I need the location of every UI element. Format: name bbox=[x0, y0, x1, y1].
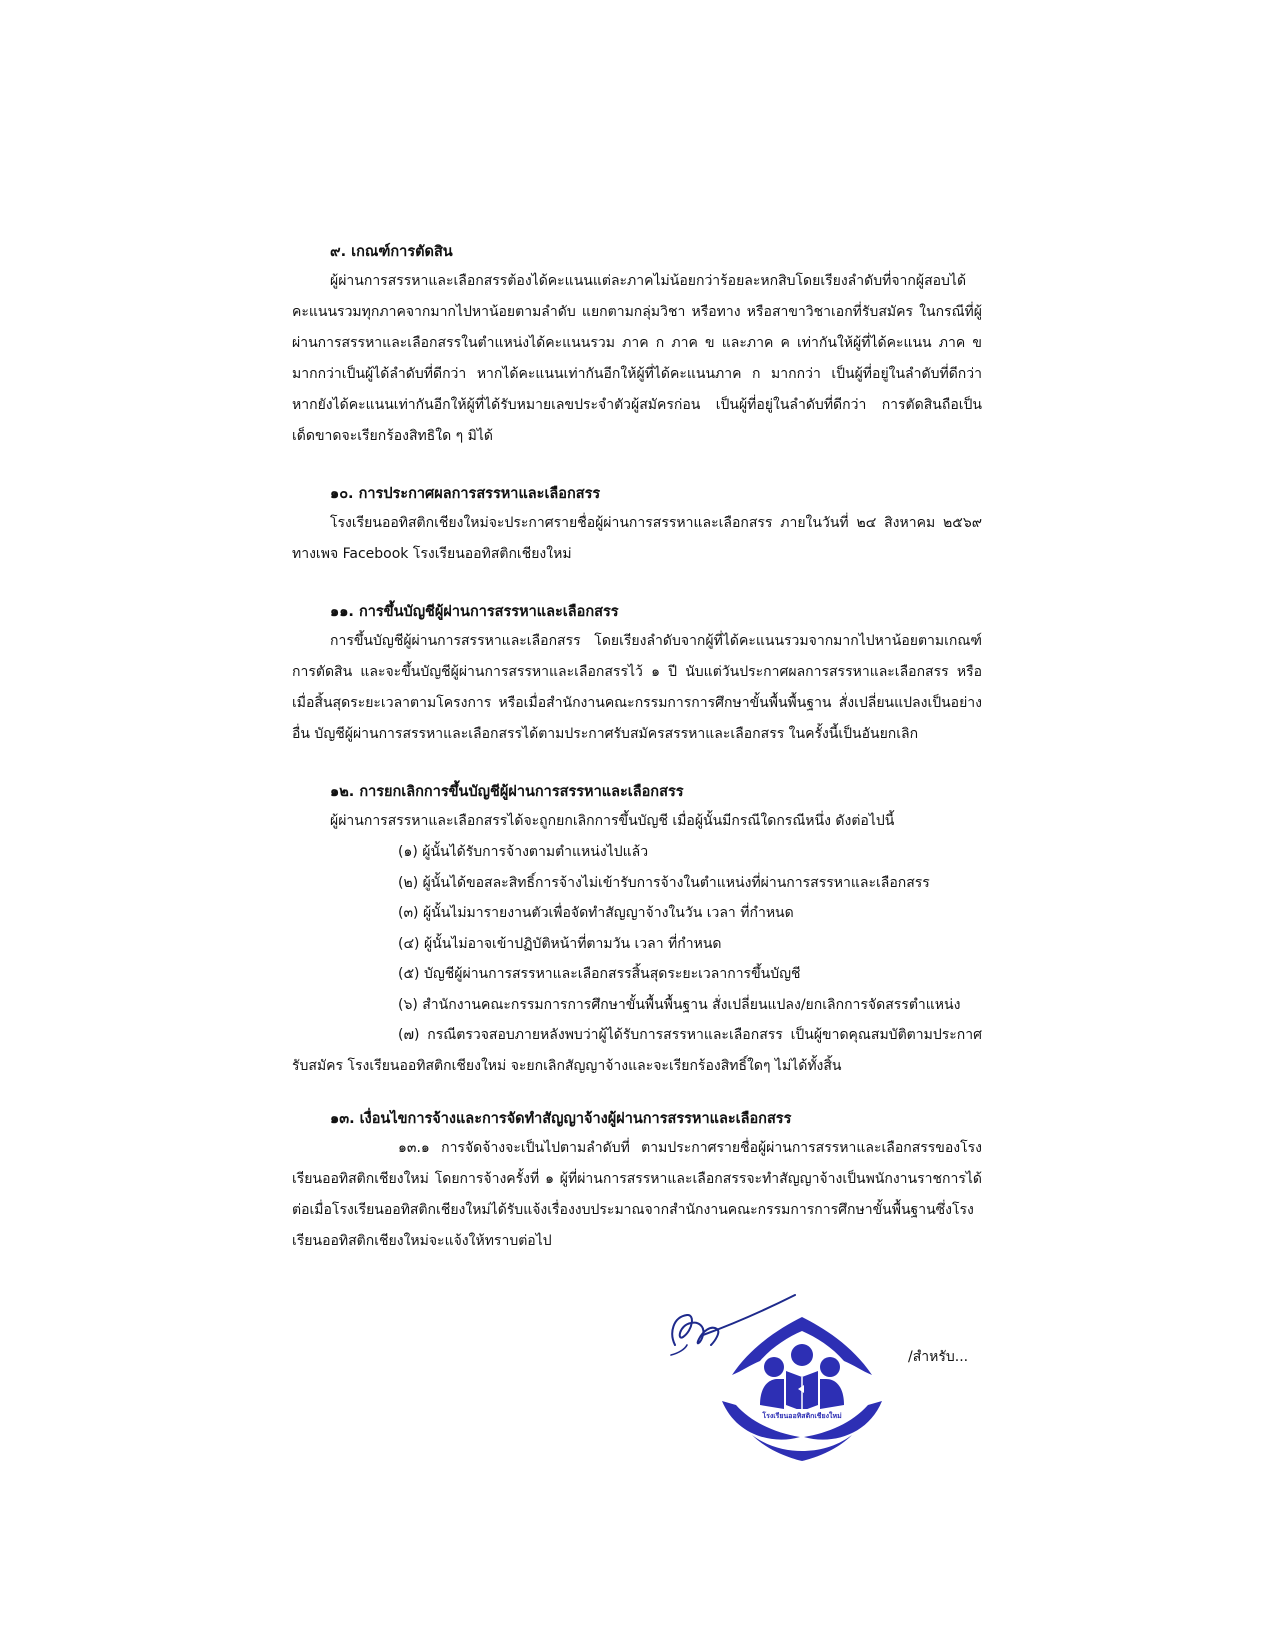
list-item: (๗) กรณีตรวจสอบภายหลังพบว่าผู้ได้รับการสรรหาและเลือกสรร เป็นผู้ขาดคุณสมบัติตามประกาศรับสมัคร โรงเรียนออทิสติกเชียงใหม่ จะยกเลิกสัญญาจ้างและจะเรียกร้องสิทธิ์ใดๆ ไม่ได้ทั้งสิ้น bbox=[292, 1027, 982, 1074]
section-heading: ๑๐. การประกาศผลการสรรหาและเลือกสรร bbox=[330, 486, 601, 502]
section-paragraph: โรงเรียนออทิสติกเชียงใหม่จะประกาศรายชื่อผู้ผ่านการสรรหาและเลือกสรร ภายในวันที่ ๒๔ สิงหาคม ๒๕๖๙ ทางเพจ Facebook โรงเรียนออทิสติกเชียงใหม่ bbox=[292, 515, 982, 562]
list-item: (๒) ผู้นั้นได้ขอสละสิทธิ์การจ้างไม่เข้ารับการจ้างในตำแหน่งที่ผ่านการสรรหาและเลือกสรร bbox=[398, 874, 930, 891]
school-seal-icon bbox=[712, 1305, 892, 1470]
list-item: (๖) สำนักงานคณะกรรมการการศึกษาขั้นพื้นพื้นฐาน สั่งเปลี่ยนแปลง/ยกเลิกการจัดสรรตำแหน่ง bbox=[398, 996, 961, 1013]
section-paragraph: ผู้ผ่านการสรรหาและเลือกสรรต้องได้คะแนนแต่ละภาคไม่น้อยกว่าร้อยละหกสิบโดยเรียงลำดับที่จากผู้สอบได้คะแนนรวมทุกภาคจากมากไปหาน้อยตามลำดับ แยกตามกลุ่มวิชา หรือทาง หรือสาขาวิชาเอกที่รับสมัคร ในกรณีที่ผู้ผ่านการสรรหาและเลือกสรรในตำแหน่งได้คะแนนรวม ภาค ก ภาค ข และภาค ค เท่ากันให้ผู้ที่ได้คะแนน ภาค ข มากกว่าเป็นผู้ได้ลำดับที่ดีกว่า หากได้คะแนนเท่ากันอีกให้ผู้ที่ได้คะแนนภาค ก มากกว่า เป็นผู้ที่อยู่ในลำดับที่ดีกว่า หากยังได้คะแนนเท่ากันอีกให้ผู้ที่ได้รับหมายเลขประจำตัวผู้สมัครก่อน เป็นผู้ที่อยู่ในลำดับที่ดีกว่า การตัดสินถือเป็นเด็ดขาดจะเรียกร้องสิทธิใด ๆ มิได้ bbox=[292, 273, 982, 444]
list-item: (๔) ผู้นั้นไม่อาจเข้าปฏิบัติหน้าที่ตามวัน เวลา ที่กำหนด bbox=[398, 935, 722, 952]
spacer bbox=[292, 452, 982, 480]
list-item: (๓) ผู้นั้นไม่มารายงานตัวเพื่อจัดทำสัญญาจ้างในวัน เวลา ที่กำหนด bbox=[398, 905, 794, 921]
section-10 bbox=[292, 480, 982, 570]
section-heading: ๑๒. การยกเลิกการขึ้นบัญชีผู้ผ่านการสรรหาและเลือกสรร bbox=[330, 784, 684, 800]
section-intro: ผู้ผ่านการสรรหาและเลือกสรรได้จะถูกยกเลิกการขึ้นบัญชี เมื่อผู้นั้นมีกรณีใดกรณีหนึ่ง ดังต่อไปนี้ bbox=[330, 813, 895, 829]
section-heading: ๑๓. เงื่อนไขการจ้างและการจัดทำสัญญาจ้างผู้ผ่านการสรรหาและเลือกสรร bbox=[330, 1111, 792, 1127]
spacer bbox=[292, 570, 982, 598]
section-paragraph: การขึ้นบัญชีผู้ผ่านการสรรหาและเลือกสรร โดยเรียงลำดับจากผู้ที่ได้คะแนนรวมจากมากไปหาน้อยตามเกณฑ์การตัดสิน และจะขึ้นบัญชีผู้ผ่านการสรรหาและเลือกสรรไว้ ๑ ปี นับแต่วันประกาศผลการสรรหาและเลือกสรร หรือเมื่อสิ้นสุดระยะเวลาตามโครงการ หรือเมื่อสำนักงานคณะกรรมการการศึกษาขั้นพื้นพื้นฐาน สั่งเปลี่ยนแปลงเป็นอย่างอื่น บัญชีผู้ผ่านการสรรหาและเลือกสรรได้ตามประกาศรับสมัครสรรหาและเลือกสรร ในครั้งนี้เป็นอันยกเลิก bbox=[292, 633, 982, 742]
section-heading: ๙. เกณฑ์การตัดสิน bbox=[330, 244, 453, 260]
section-9 bbox=[292, 238, 982, 452]
spacer bbox=[292, 1081, 982, 1105]
section-paragraph: ๑๓.๑ การจัดจ้างจะเป็นไปตามลำดับที่ ตามประกาศรายชื่อผู้ผ่านการสรรหาและเลือกสรรของโรงเรียนออทิสติกเชียงใหม่ โดยการจ้างครั้งที่ ๑ ผู้ที่ผ่านการสรรหาและเลือกสรรจะทำสัญญาจ้างเป็นพนักงานราชการได้ ต่อเมื่อโรงเรียนออทิสติกเชียงใหม่ได้รับแจ้งเรื่องงบประมาณจากสำนักงานคณะกรรมการการศึกษาขั้นพื้นฐานซึ่งโรงเรียนออทิสติกเชียงใหม่จะแจ้งให้ทราบต่อไป bbox=[292, 1140, 982, 1249]
section-11 bbox=[292, 598, 982, 750]
section-heading: ๑๑. การขึ้นบัญชีผู้ผ่านการสรรหาและเลือกสรร bbox=[330, 604, 619, 620]
document-body bbox=[292, 238, 982, 1257]
seal-text: โรงเรียนออทิสติกเชียงใหม่ bbox=[762, 1412, 842, 1420]
list-item: (๑) ผู้นั้นได้รับการจ้างตามตำแหน่งไปแล้ว bbox=[398, 844, 649, 860]
spacer bbox=[292, 750, 982, 778]
section-12 bbox=[292, 778, 982, 1081]
continued-marker: /สำหรับ... bbox=[908, 1349, 969, 1365]
list-item: (๕) บัญชีผู้ผ่านการสรรหาและเลือกสรรสิ้นสุดระยะเวลาการขึ้นบัญชี bbox=[398, 966, 801, 982]
section-13 bbox=[292, 1105, 982, 1257]
